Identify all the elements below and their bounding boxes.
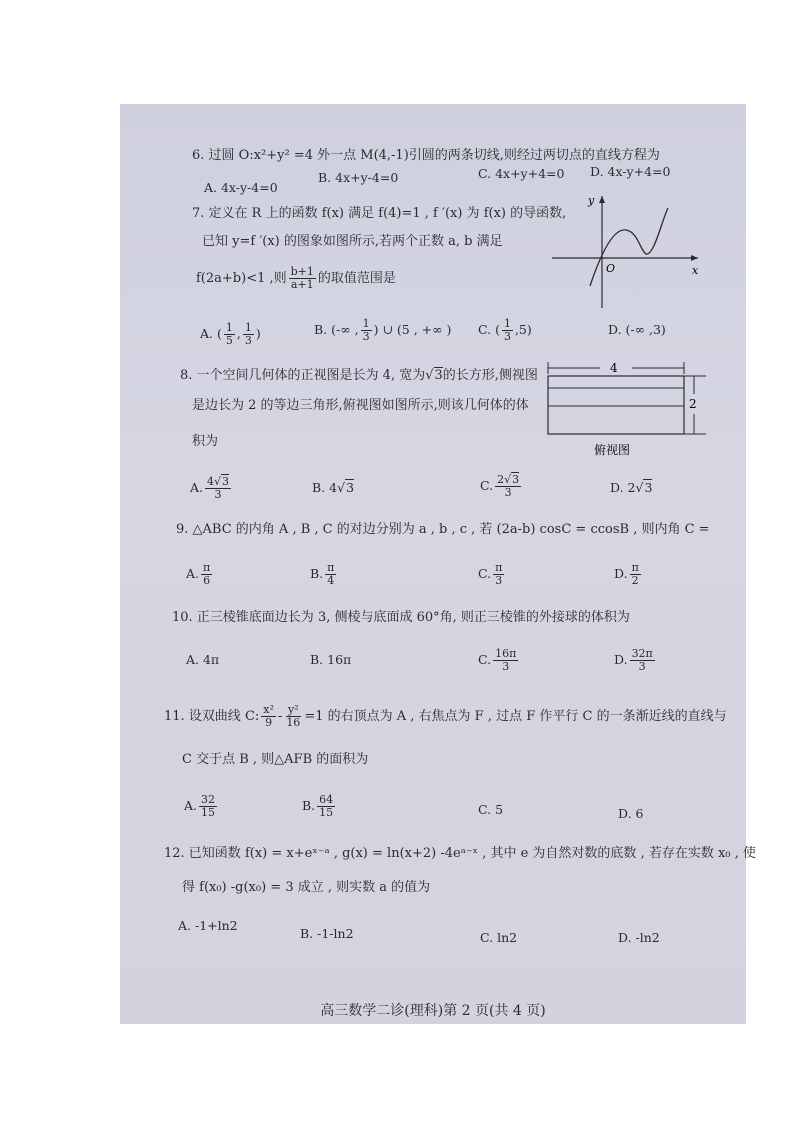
q7-line1: 7. 定义在 R 上的函数 f(x) 满足 f(4)=1 , f ′(x) 为 f(x) 的导函数, bbox=[192, 206, 567, 221]
q8-top-view-figure bbox=[544, 358, 714, 462]
q8-height-label: 2 bbox=[689, 397, 697, 411]
q9-stem: 9. △ABC 的内角 A , B , C 的对边分别为 a , b , c , 若 (2a-b) cosC = ccosB , 则内角 C = bbox=[176, 522, 710, 537]
q10-stem: 10. 正三棱锥底面边长为 3, 侧棱与底面成 60°角, 则正三棱锥的外接球的体积为 bbox=[172, 610, 630, 625]
q12-line2: 得 f(x₀) -g(x₀) = 3 成立 , 则实数 a 的值为 bbox=[182, 880, 431, 895]
q11-option-d: D. 6 bbox=[618, 806, 644, 821]
q12-option-b: B. -1-ln2 bbox=[300, 926, 354, 941]
q8-line3: 积为 bbox=[192, 434, 219, 449]
q8-option-b: B. 4√3 bbox=[312, 480, 355, 495]
q7-option-b: B. (-∞ , $\frac{1}{3}$ ) ∪ (5 , +∞ ) bbox=[314, 317, 452, 343]
q8-option-c: C. $\frac{2√3}{3}$ bbox=[480, 473, 520, 499]
q9-option-d: D. $\frac{\pi}{2}$ bbox=[614, 561, 639, 587]
q7-graph-y-label: y bbox=[588, 194, 595, 207]
page-footer: 高三数学二诊(理科)第 2 页(共 4 页) bbox=[320, 1003, 546, 1019]
q7-graph-x-label: x bbox=[692, 264, 699, 277]
q11-option-a: A. $\frac{32}{15}$ bbox=[184, 793, 216, 819]
q6-option-b: B. 4x+y-4=0 bbox=[318, 170, 399, 185]
q7-option-d: D. (-∞ ,3) bbox=[608, 322, 666, 337]
q6-option-c: C. 4x+y+4=0 bbox=[478, 166, 565, 181]
q7-graph-origin-label: O bbox=[606, 262, 616, 275]
q6-option-d: D. 4x-y+4=0 bbox=[590, 164, 671, 179]
q11-option-c: C. 5 bbox=[478, 802, 504, 817]
q11-option-b: B. $\frac{64}{15}$ bbox=[302, 793, 334, 819]
q12-option-c: C. ln2 bbox=[480, 930, 518, 945]
q8-width-label: 4 bbox=[610, 361, 618, 375]
q10-option-d: D. $\frac{32\pi}{3}$ bbox=[614, 647, 653, 673]
q12-option-d: D. -ln2 bbox=[618, 930, 660, 945]
q11-line1: 11. 设双曲线 C: $\frac{\text{x²}}{9}$ - $\frac{\text{y²}}{16}$ =1 的右顶点为 A , 右焦点为 F , 过点 F 作平行 C 的一条渐近线的直线与 bbox=[164, 703, 727, 729]
q9-option-c: C. $\frac{\pi}{3}$ bbox=[478, 561, 503, 587]
q7-line3: f(2a+b)<1 ,则 $\frac{b+1}{a+1}$ 的取值范围是 bbox=[196, 265, 396, 291]
q8-line1: 8. 一个空间几何体的正视图是长为 4, 宽为√3的长方形,侧视图 bbox=[180, 368, 538, 383]
q8-option-a: A. $\frac{4√3}{3}$ bbox=[190, 475, 230, 501]
q7-line2: 已知 y=f ′(x) 的图象如图所示,若两个正数 a, b 满足 bbox=[202, 234, 503, 249]
q7-option-c: C. ( $\frac{1}{3}$ ,5) bbox=[478, 317, 532, 343]
q12-line1: 12. 已知函数 f(x) = x+eˣ⁻ᵃ , g(x) = ln(x+2) -4eᵃ⁻ˣ , 其中 e 为自然对数的底数 , 若存在实数 x₀ , 使 bbox=[164, 846, 756, 861]
q7-derivative-graph bbox=[550, 190, 700, 310]
q6-stem: 6. 过圆 O:x²+y² =4 外一点 M(4,-1)引圆的两条切线,则经过两切点的直线方程为 bbox=[192, 148, 660, 163]
q10-option-c: C. $\frac{16\pi}{3}$ bbox=[478, 647, 517, 673]
q10-option-a: A. 4π bbox=[186, 652, 220, 667]
q8-figure-caption: 俯视图 bbox=[594, 443, 631, 457]
q8-option-d: D. 2√3 bbox=[610, 480, 653, 495]
q9-option-b: B. $\frac{\pi}{4}$ bbox=[310, 561, 335, 587]
q11-line2: C 交于点 B , 则△AFB 的面积为 bbox=[182, 752, 369, 767]
exam-page bbox=[120, 104, 756, 1024]
q7-option-a: A. ( $\frac{1}{5}$ , $\frac{1}{3}$ ) bbox=[200, 321, 261, 347]
q10-option-b: B. 16π bbox=[310, 652, 352, 667]
q6-option-a: A. 4x-y-4=0 bbox=[204, 180, 278, 195]
q8-line2: 是边长为 2 的等边三角形,俯视图如图所示,则该几何体的体 bbox=[192, 398, 529, 413]
q12-option-a: A. -1+ln2 bbox=[178, 918, 238, 933]
q9-option-a: A. $\frac{\pi}{6}$ bbox=[186, 561, 211, 587]
q7-fraction: $\frac{b+1}{a+1}$ bbox=[290, 265, 314, 291]
